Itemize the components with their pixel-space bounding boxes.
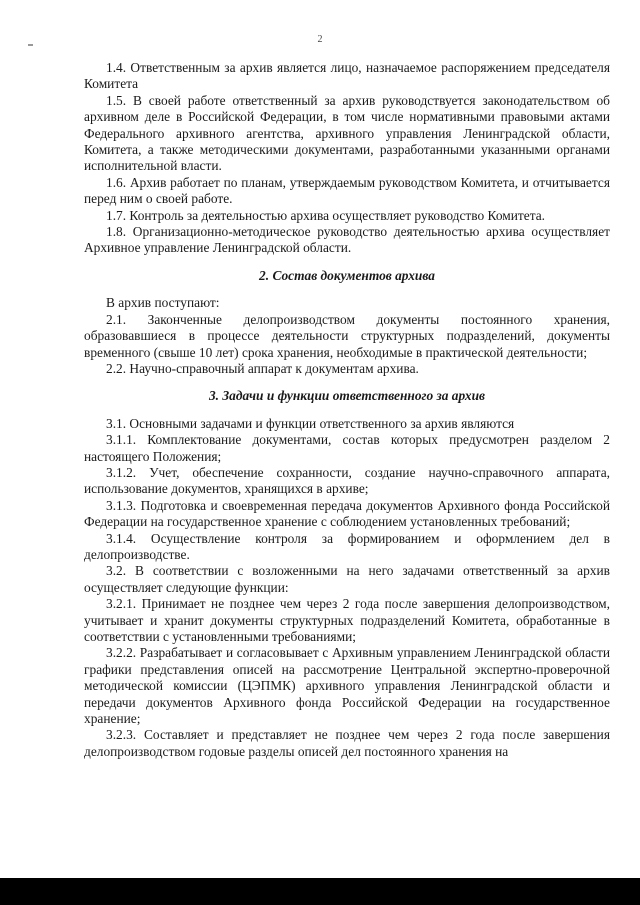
paragraph-1-4: 1.4. Ответственным за архив является лицо, назначаемое распоряжением председателя Комитета <box>84 60 610 92</box>
paragraph-3-2: 3.2. В соответствии с возложенными на него задачами ответственный за архив осуществляет следующие функции: <box>84 563 610 595</box>
paragraph-1-8: 1.8. Организационно-методическое руководство деятельностью архива осуществляет Архивное управление Ленинградской области. <box>84 224 610 256</box>
paragraph-1-6: 1.6. Архив работает по планам, утверждаемым руководством Комитета, и отчитывается перед ним о своей работе. <box>84 174 610 207</box>
paragraph-3-1-2: 3.1.2. Учет, обеспечение сохранности, создание научно-справочного аппарата, использование документов, хранящихся в архиве; <box>84 464 610 497</box>
document-body <box>84 60 610 760</box>
scan-artifact <box>28 44 33 46</box>
paragraph-3-1: 3.1. Основными задачами и функции ответственного за архив являются <box>106 415 515 431</box>
page-number: 2 <box>317 34 323 45</box>
paragraph-2-1: 2.1. Законченные делопроизводством документы постоянного хранения, образовавшиеся в процессе деятельности структурных подразделений, документы временного (свыше 10 лет) срока хранения, необходимые в практической деятельности; <box>84 311 610 360</box>
paragraph-1-5: 1.5. В своей работе ответственный за архив руководствуется законодательством об архивном деле в Российской Федерации, в том числе нормативными правовыми актами Федерального архивного агентства, архивного управления Ленинградской области, Комитета, а также методическими документами, разработанными указанными органами исполнительной власти. <box>84 92 610 174</box>
paragraph-3-1-3: 3.1.3. Подготовка и своевременная передача документов Архивного фонда Российской Федерации на государственное хранение с соблюдением установленных требований; <box>84 497 610 530</box>
paragraph-3-1-1: 3.1.1. Комплектование документами, состав которых предусмотрен разделом 2 настоящего Положения; <box>84 432 610 464</box>
paragraph-2-intro: В архив поступают: <box>106 295 220 311</box>
section-2-heading: 2. Состав документов архива <box>259 267 435 283</box>
paragraph-3-1-4: 3.1.4. Осуществление контроля за формированием и оформлением дел в делопроизводстве. <box>84 530 610 562</box>
scan-bottom-edge <box>0 878 640 905</box>
paragraph-2-2: 2.2. Научно-справочный аппарат к документам архива. <box>106 360 419 376</box>
paragraph-3-2-1: 3.2.1. Принимает не позднее чем через 2 года после завершения делопроизводством, учитывает и хранит документы структурных подразделений Комитета, обработанные в соответствии с установленными требованиями; <box>84 596 610 644</box>
paragraph-1-7: 1.7. Контроль за деятельностью архива осуществляет руководство Комитета. <box>106 207 545 223</box>
paragraph-3-2-3: 3.2.3. Составляет и представляет не позднее чем через 2 года после завершения делопроизводством годовые разделы описей дел постоянного хранения на <box>84 727 610 759</box>
paragraph-3-2-2: 3.2.2. Разрабатывает и согласовывает с Архивным управлением Ленинградской области графики представления описей на рассмотрение Центральной экспертно-проверочной методической комиссии (ЦЭПМК) архивного управления Ленинградской области и передачи документов Архивного фонда Российской Федерации на государственное хранение; <box>84 645 610 727</box>
section-3-heading: 3. Задачи и функции ответственного за архив <box>208 388 486 404</box>
